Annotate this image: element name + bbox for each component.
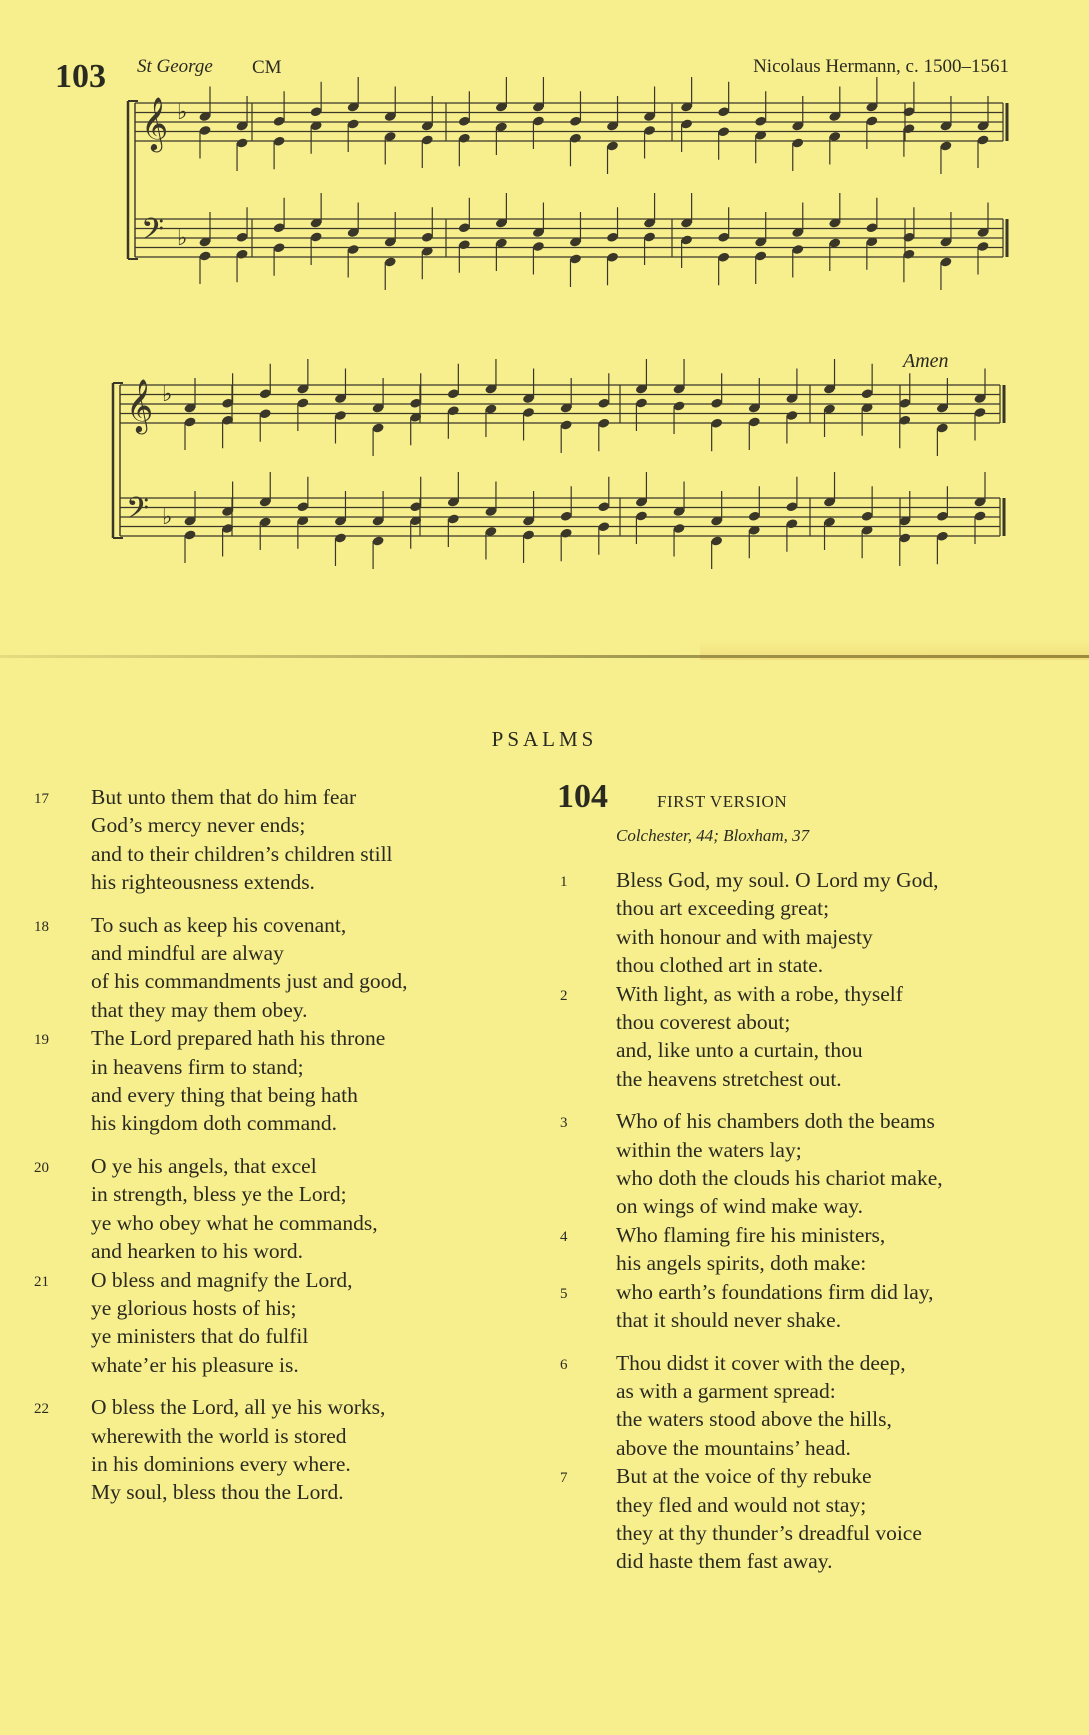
treble-clef-icon: 𝄞	[126, 378, 154, 432]
stanza	[560, 1278, 1080, 1335]
verse-line: thou clothed art in state.	[616, 953, 824, 978]
verse-line: his righteousness extends.	[91, 870, 315, 895]
composer-credit: Nicolaus Hermann, c. 1500–1561	[753, 56, 1009, 77]
verse-line: and mindful are alway	[91, 941, 284, 966]
verse-line: his angels spirits, doth make:	[616, 1251, 867, 1276]
page-fold-line	[0, 655, 1089, 658]
stanza	[560, 1107, 1080, 1221]
verse-line: The Lord prepared hath his throne	[91, 1026, 386, 1051]
stanza	[34, 1024, 504, 1138]
verse-number: 7	[560, 1470, 568, 1487]
stanza	[560, 1221, 1080, 1278]
verse-line: God’s mercy never ends;	[91, 813, 306, 838]
verse-line: who doth the clouds his chariot make,	[616, 1166, 943, 1191]
verse-line: and every thing that being hath	[91, 1083, 358, 1108]
verse-line: wherewith the world is stored	[91, 1423, 347, 1448]
hymn-104-version: FIRST VERSION	[657, 792, 788, 811]
verse-number: 2	[560, 987, 568, 1004]
stanza	[34, 1393, 504, 1507]
stanza	[560, 980, 1080, 1094]
verse-line: that they may them obey.	[91, 997, 308, 1022]
stanza	[34, 911, 504, 1025]
verse-line: within the waters lay;	[616, 1137, 802, 1162]
verse-line: whate’er his pleasure is.	[91, 1352, 299, 1377]
verse-line: Who of his chambers doth the beams	[616, 1109, 935, 1134]
stanza	[34, 1266, 504, 1380]
verse-line: his kingdom doth command.	[91, 1111, 338, 1136]
hymn-104-tunes: Colchester, 44; Bloxham, 37	[616, 826, 810, 845]
verse-number: 19	[34, 1032, 49, 1049]
music-score	[0, 0, 1089, 600]
section-title: PSALMS	[491, 727, 598, 751]
verse-line: My soul, bless thou the Lord.	[91, 1480, 344, 1505]
verse-line: in heavens firm to stand;	[91, 1054, 304, 1079]
psalm-103-continued	[34, 783, 504, 1507]
stanza	[560, 1462, 1080, 1576]
verse-line: in his dominions every where.	[91, 1451, 351, 1476]
verse-line: But unto them that do him fear	[91, 785, 357, 809]
verse-line: To such as keep his covenant,	[91, 912, 347, 937]
stanza	[34, 783, 504, 897]
verse-line: O ye his angels, that excel	[91, 1153, 317, 1178]
verse-line: Bless God, my soul. O Lord my God,	[616, 868, 939, 892]
key-flat-icon: ♭	[177, 226, 188, 251]
verse-line: with honour and with majesty	[616, 924, 873, 949]
verse-number: 6	[560, 1356, 568, 1373]
verse-line: and, like unto a curtain, thou	[616, 1038, 863, 1063]
verse-number: 22	[34, 1401, 49, 1418]
verse-line: the heavens stretchest out.	[616, 1066, 842, 1091]
tune-name: St George	[137, 56, 213, 77]
verse-line: thou art exceeding great;	[616, 896, 830, 921]
verse-line: that it should never shake.	[616, 1308, 842, 1333]
verse-number: 5	[560, 1285, 568, 1302]
psalm-104-text	[560, 866, 1080, 1576]
verse-line: But at the voice of thy rebuke	[616, 1464, 872, 1489]
verse-line: as with a garment spread:	[616, 1378, 836, 1403]
meter: CM	[252, 57, 282, 78]
verse-line: in strength, bless ye the Lord;	[91, 1182, 347, 1207]
stanza	[560, 1349, 1080, 1463]
verse-number: 17	[34, 791, 49, 807]
verse-line: ye ministers that do fulfil	[91, 1324, 309, 1349]
verse-number: 3	[560, 1115, 568, 1132]
verse-number: 4	[560, 1228, 568, 1245]
verse-line: the waters stood above the hills,	[616, 1407, 892, 1432]
verse-line: did haste them fast away.	[616, 1549, 833, 1574]
stanza	[34, 1152, 504, 1266]
verse-number: 20	[34, 1159, 49, 1176]
verse-line: of his commandments just and good,	[91, 969, 408, 994]
verse-number: 18	[34, 918, 49, 935]
bass-clef-icon: 𝄢	[141, 213, 165, 254]
verse-line: and hearken to his word.	[91, 1239, 303, 1264]
treble-clef-icon: 𝄞	[141, 96, 169, 150]
verse-number: 1	[560, 874, 568, 890]
bass-clef-icon: 𝄢	[126, 492, 150, 533]
hymn-104-number: 104	[557, 778, 608, 815]
verse-line: Thou didst it cover with the deep,	[616, 1350, 906, 1375]
verse-line: who earth’s foundations firm did lay,	[616, 1279, 934, 1304]
verse-line: With light, as with a robe, thyself	[616, 981, 903, 1006]
verse-line: above the mountains’ head.	[616, 1435, 851, 1460]
verse-line: on wings of wind make way.	[616, 1194, 864, 1219]
verse-line: ye glorious hosts of his;	[91, 1295, 297, 1320]
amen-label: Amen	[903, 350, 949, 372]
key-flat-icon: ♭	[162, 505, 173, 530]
verse-line: O bless and magnify the Lord,	[91, 1267, 353, 1292]
verse-line: Who flaming fire his ministers,	[616, 1222, 886, 1247]
verse-line: thou coverest about;	[616, 1010, 791, 1035]
hymn-number: 103	[55, 58, 106, 95]
stanza	[560, 866, 1080, 980]
key-flat-icon: ♭	[177, 100, 188, 125]
verse-line: and to their children’s children still	[91, 841, 393, 866]
verse-line: they at thy thunder’s dreadful voice	[616, 1520, 922, 1545]
verse-line: O bless the Lord, all ye his works,	[91, 1395, 386, 1420]
verse-number: 21	[34, 1273, 49, 1290]
verse-line: ye who obey what he commands,	[91, 1210, 378, 1235]
key-flat-icon: ♭	[162, 382, 173, 407]
verse-line: they fled and would not stay;	[616, 1492, 867, 1517]
